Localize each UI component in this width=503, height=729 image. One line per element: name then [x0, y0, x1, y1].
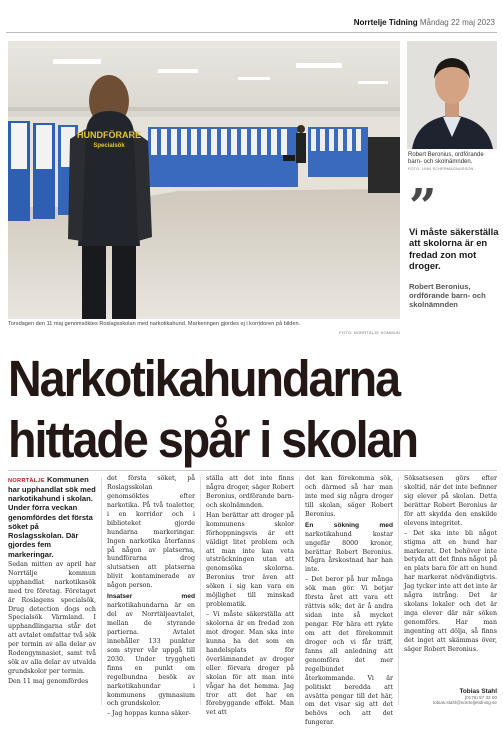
ingress-text: Kommunen har upphandlat sök med narkotikahund i skolan. Under förra veckan genomfördes det första söket på Roslagsskolan. Där gjordes fem markeringar.	[8, 475, 96, 559]
subheading: Insatser med	[107, 593, 195, 601]
portrait-illustration	[407, 41, 497, 149]
pull-quote: Vi måste säkerställa att skolorna är en fredad zon mot droger.	[409, 226, 499, 271]
photo-caption: Torsdagen den 11 maj genomsöktes Roslagsskolan med narkotikahund. Markeringen gjordes ej i korridoren på bilden.	[8, 321, 301, 327]
article-paragraph: narkotikahund kostar ungefär 8000 kronor, berättar Robert Beronius. Några årskostnad har han inte.	[305, 530, 393, 574]
main-photo	[8, 41, 400, 319]
headline	[8, 348, 456, 470]
portrait-caption: Robert Beronius, ordförande barn- och skolnämnden.	[408, 152, 484, 166]
headline-line-2: hittade spår i skolan	[8, 411, 417, 468]
dateline: NORRTÄLJE	[8, 478, 45, 484]
subheading: En sökning med	[305, 521, 393, 529]
column-divider	[101, 477, 102, 705]
masthead	[354, 18, 495, 27]
column-divider	[398, 477, 399, 705]
byline-email: tobias.stahl@norrteljetidning.se	[432, 700, 497, 705]
article-column-5	[404, 475, 497, 656]
pull-quote-attribution: Robert Beronius, ordförande barn- och skolnämnden	[409, 282, 486, 309]
paper-name: Norrtelje Tidning	[353, 18, 418, 27]
byline-phone: (0176) 57 32 00	[464, 695, 497, 700]
article-paragraph: – Jag hoppas kunna säker-	[107, 710, 191, 718]
article-paragraph: ställa att det inte finns några droger, säger Robert Beronius, ordförande barn- och skolnämnden.	[206, 475, 294, 509]
column-divider	[299, 477, 300, 705]
photo-credit: FOTO: NORRTÄLJE KOMMUN	[339, 330, 400, 335]
article-paragraph: det första söket, på Roslagsskolan genomsöktes efter narkotika. På två toaletter, i en korridor och i biblioteket gjorde hundarna markeringar. Ingen narkotika återfanns på någon av platserna, hundförarna drog slutsatsen att platserna blivit kontaminerade av någon person.	[107, 475, 195, 590]
headline-line-1: Narkotikahundarna	[8, 350, 400, 407]
article-paragraph: det kan förekomma sök, och därmed så har man inte med sig några droger till skolan, säger Robert Beronius.	[305, 475, 393, 518]
portrait-photo	[407, 41, 497, 149]
vest-label: HUNDFÖRARE	[77, 130, 141, 140]
article-paragraph: narkotikahundarna är en del av Norrtäljeavtalet, mellan de styrande partierna. Avtalet innehåller 133 punkter som styrer vår uppgå till 2030. Under tryggheti finns en punkt om regelbundna besök av narkotikahundar i kommunens gymnasium och grundskolor.	[107, 602, 195, 708]
article-paragraph: – Det ska inte bli något stigma att en hund har markerat. Det behöver inte betyda att det finns något på en plats bara för att en hund har markerat nödvändigtvis. Jag tycker inte att det inte är några intrång. Det är skolans lokaler och det är inga elever där när söken genomförs. Har man ingenting att dölja, så finns det inget att skämmas över, säger Robert Beronius.	[404, 529, 498, 653]
article-paragraph: – Det beror på hur många sök man gör. Vi betjar första året att vara ett rättvis sök; det är å andra sidan inte så mycket pengar. För hära ett rykte om att det förekommit droger och vi får träff, fanns all anledning att genomföra det mer regelbundet återkommande. Vi är politiskt beredda att avsätta pengar till det här, om det visar sig att det behövs och att det fungerar.	[305, 576, 393, 727]
quote-mark-icon: ”	[409, 179, 437, 235]
article-paragraph: Sedan mitten av april har Norrtälje kommun upphandlat narkotikasök med tre företag. Företaget är Roslagens specialsök, Drug detection dogs och Specialsök Värmland. I upphandlingarna står det att avtalet omfattar två sök per termin av alla delar av Rodengymnasiet, samt två sök av alla delar av utvalda grundskolor per termin.	[8, 560, 96, 676]
headline-rule	[8, 470, 497, 471]
article-paragraph: Den 11 maj genomfördes	[8, 678, 89, 685]
article-paragraph: – Vi måste säkerställa att skolorna är en fredad zon mot droger. Man ska inte kunna ha det som en handelsplats för överlämnandet av droger eller förvara droger på skolan för att man inte vågar ha det hemma. Jag tror att det har en förebyggande effekt. Man vet att	[206, 611, 294, 717]
byline-name: Tobias Stahl	[459, 688, 497, 695]
portrait-credit: FOTO: LINN SCHERMAGNUSSON	[408, 167, 474, 171]
article-column-3	[206, 475, 294, 719]
vest-sublabel: Specialsök	[93, 143, 125, 149]
school-corridor-illustration	[8, 41, 400, 319]
top-rule	[6, 32, 497, 33]
article-paragraph: Söksatsesen görs efter skoltid, när det inte befinner sig elever på skolan. Detta berättar Robert Beronius är för att skydda den enskilde elevens integritet.	[404, 475, 497, 527]
article-ingress	[8, 475, 96, 559]
byline	[404, 688, 497, 705]
column-divider	[200, 477, 201, 705]
article-column-4	[305, 475, 393, 729]
article-column-1	[8, 475, 96, 688]
article-column-2	[107, 475, 195, 720]
article-paragraph: Han berättar att droger på kommunens skolor förhoppningsvis är ett väldigt litet problem och att man inte kan veta utsträckningen utan att genomsöka skolorna. Beronius tror även att söken i sig kan vara en möjlighet till minskad problematik.	[206, 511, 294, 609]
issue-date: Måndag 22 maj 2023	[419, 18, 495, 27]
